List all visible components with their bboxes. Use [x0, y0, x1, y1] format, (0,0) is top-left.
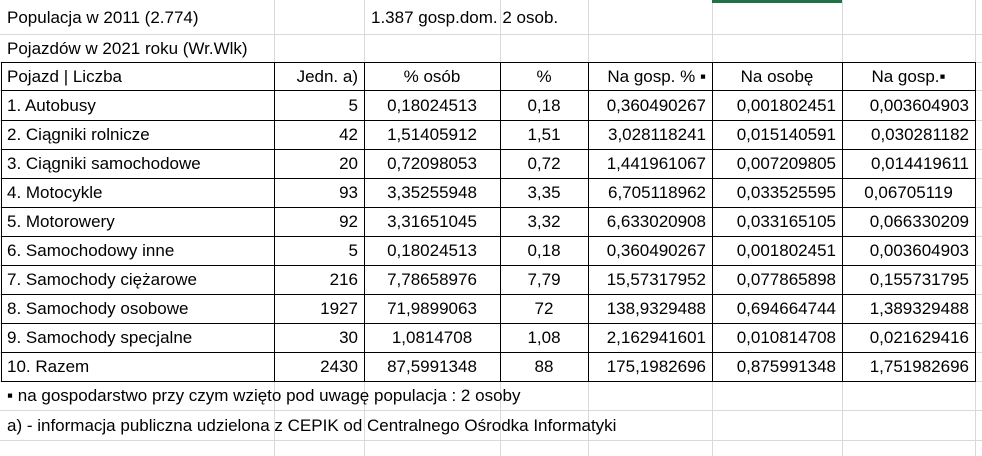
table-border-horizontal — [1, 294, 976, 295]
table-cell[interactable]: 0,18 — [527, 95, 561, 115]
table-border-horizontal — [1, 381, 976, 382]
table-cell[interactable]: 3,35255948 — [387, 183, 477, 202]
table-cell[interactable]: 9. Samochody specjalne — [7, 328, 193, 347]
table-cell[interactable]: 1,08 — [527, 328, 561, 347]
table-cell[interactable]: 0,18 — [527, 241, 561, 260]
table-border-horizontal — [1, 90, 976, 91]
table-cell[interactable]: 0,360490267 — [606, 241, 706, 260]
table-cell[interactable]: 0,72 — [527, 154, 561, 173]
table-border-horizontal — [1, 120, 976, 121]
table-cell[interactable]: 42 — [339, 125, 358, 144]
table-cell[interactable]: 10. Razem — [7, 357, 90, 376]
table-cell[interactable]: 138,9329488 — [606, 299, 706, 318]
table-border-horizontal — [1, 207, 976, 208]
table-border-vertical — [975, 62, 976, 382]
table-cell[interactable]: 0,033165105 — [736, 212, 836, 231]
table-cell[interactable]: 7,79 — [527, 270, 561, 289]
household-note-cell[interactable]: ▪ na gospodarstwo przy czym wzięto pod uwagę populacja : 2 osoby — [7, 386, 521, 405]
table-cell[interactable]: 0,033525595 — [736, 183, 836, 202]
table-cell[interactable]: 0,015140591 — [736, 125, 836, 144]
table-cell[interactable]: 2,162941601 — [606, 328, 706, 347]
table-border-vertical — [588, 62, 589, 382]
table-border-horizontal — [1, 323, 976, 324]
table-cell[interactable]: 2430 — [320, 357, 358, 376]
households-cell[interactable]: 1.387 gosp.dom. 2 osob. — [371, 7, 559, 27]
table-cell[interactable]: 216 — [329, 270, 358, 289]
table-cell[interactable]: 5. Motorowery — [7, 212, 115, 231]
column-header[interactable]: Na gosp. % ▪ — [607, 66, 706, 86]
table-cell[interactable]: 0,360490267 — [606, 95, 706, 115]
table-border-horizontal — [1, 265, 976, 266]
table-cell[interactable]: 8. Samochody osobowe — [7, 299, 189, 318]
table-border-vertical — [712, 62, 713, 382]
table-cell[interactable]: 1927 — [320, 299, 358, 318]
table-cell[interactable]: 7. Samochody ciężarowe — [7, 270, 197, 289]
table-cell[interactable]: 5 — [348, 95, 358, 115]
table-cell[interactable]: 0,18024513 — [387, 241, 477, 260]
table-border-vertical — [500, 62, 501, 382]
column-header[interactable]: Jedn. a) — [296, 66, 358, 86]
table-cell[interactable]: 6,633020908 — [606, 212, 706, 231]
table-cell[interactable]: 1,51405912 — [387, 125, 477, 144]
column-header[interactable]: % — [536, 66, 552, 86]
table-cell[interactable]: 1,51 — [527, 125, 561, 144]
table-cell[interactable]: 4. Motocykle — [7, 183, 103, 202]
table-cell[interactable]: 0,030281182 — [870, 125, 969, 144]
table-cell[interactable]: 0,18024513 — [387, 95, 477, 115]
table-cell[interactable]: 72 — [534, 299, 554, 318]
table-cell[interactable]: 88 — [534, 357, 554, 376]
table-cell[interactable]: 0,021629416 — [869, 328, 969, 347]
table-cell[interactable]: 71,9899063 — [387, 299, 477, 318]
table-cell[interactable]: 93 — [339, 183, 358, 202]
vehicles-title-cell[interactable]: Pojazdów w 2021 roku (Wr.Wlk) — [7, 38, 248, 58]
table-cell[interactable]: 0,077865898 — [736, 270, 836, 289]
table-cell[interactable]: 0,694664744 — [736, 299, 836, 318]
table-cell[interactable]: 0,066330209 — [869, 212, 969, 231]
table-cell[interactable]: 3,028118241 — [607, 125, 706, 144]
table-border-horizontal — [1, 178, 976, 179]
table-cell[interactable]: 1,0814708 — [391, 328, 473, 347]
table-border-vertical — [364, 62, 365, 382]
table-border-horizontal — [1, 352, 976, 353]
table-cell[interactable]: 87,5991348 — [387, 357, 477, 376]
column-header[interactable]: Pojazd | Liczba — [7, 66, 122, 86]
table-cell[interactable]: 6,705118962 — [607, 183, 706, 202]
table-cell[interactable]: 0,003604903 — [869, 241, 969, 260]
table-cell[interactable]: 3. Ciągniki samochodowe — [7, 154, 201, 173]
table-cell[interactable]: 175,1982696 — [606, 357, 706, 376]
active-cell-indicator — [712, 0, 842, 3]
table-cell[interactable]: 2. Ciągniki rolnicze — [7, 125, 150, 144]
table-cell[interactable]: 3,31651045 — [387, 212, 477, 231]
table-border-horizontal — [1, 149, 976, 150]
table-border-vertical — [1, 62, 2, 382]
table-border-vertical — [842, 62, 843, 382]
table-cell[interactable]: 7,78658976 — [387, 270, 477, 289]
table-cell[interactable]: 0,06705119 — [864, 183, 953, 202]
table-cell[interactable]: 0,014419611 — [870, 154, 969, 173]
population-cell[interactable]: Populacja w 2011 (2.774) — [7, 7, 199, 27]
table-cell[interactable]: 0,72098053 — [387, 154, 477, 173]
table-cell[interactable]: 0,155731795 — [869, 270, 969, 289]
table-cell[interactable]: 0,003604903 — [869, 95, 969, 115]
table-cell[interactable]: 0,007209805 — [736, 154, 836, 173]
table-border-horizontal — [1, 236, 976, 237]
table-cell[interactable]: 0,010814708 — [736, 328, 836, 347]
table-cell[interactable]: 0,001802451 — [736, 241, 836, 260]
table-cell[interactable]: 1,389329488 — [869, 299, 969, 318]
gridline-horizontal — [0, 440, 982, 441]
table-cell[interactable]: 20 — [339, 154, 358, 173]
source-note-cell[interactable]: a) - informacja publiczna udzielona z CEPIK od Centralnego Ośrodka Informatyki — [7, 415, 617, 435]
table-cell[interactable]: 3,32 — [527, 212, 561, 231]
table-cell[interactable]: 1. Autobusy — [7, 95, 96, 115]
table-cell[interactable]: 3,35 — [527, 183, 561, 202]
column-header[interactable]: Na gosp.▪ — [871, 66, 946, 86]
column-header[interactable]: Na osobę — [740, 66, 814, 86]
table-cell[interactable]: 1,441961067 — [606, 154, 706, 173]
table-border-horizontal — [1, 62, 976, 63]
table-border-vertical — [274, 62, 275, 382]
table-cell[interactable]: 0,875991348 — [736, 357, 836, 376]
table-cell[interactable]: 30 — [339, 328, 358, 347]
table-cell[interactable]: 6. Samochodowy inne — [7, 241, 175, 260]
column-header[interactable]: % osób — [403, 66, 461, 86]
table-cell[interactable]: 1,751982696 — [869, 357, 969, 376]
table-cell[interactable]: 92 — [339, 212, 358, 231]
table-cell[interactable]: 0,001802451 — [736, 95, 836, 115]
table-cell[interactable]: 5 — [348, 241, 358, 260]
table-cell[interactable]: 15,57317952 — [606, 270, 706, 289]
